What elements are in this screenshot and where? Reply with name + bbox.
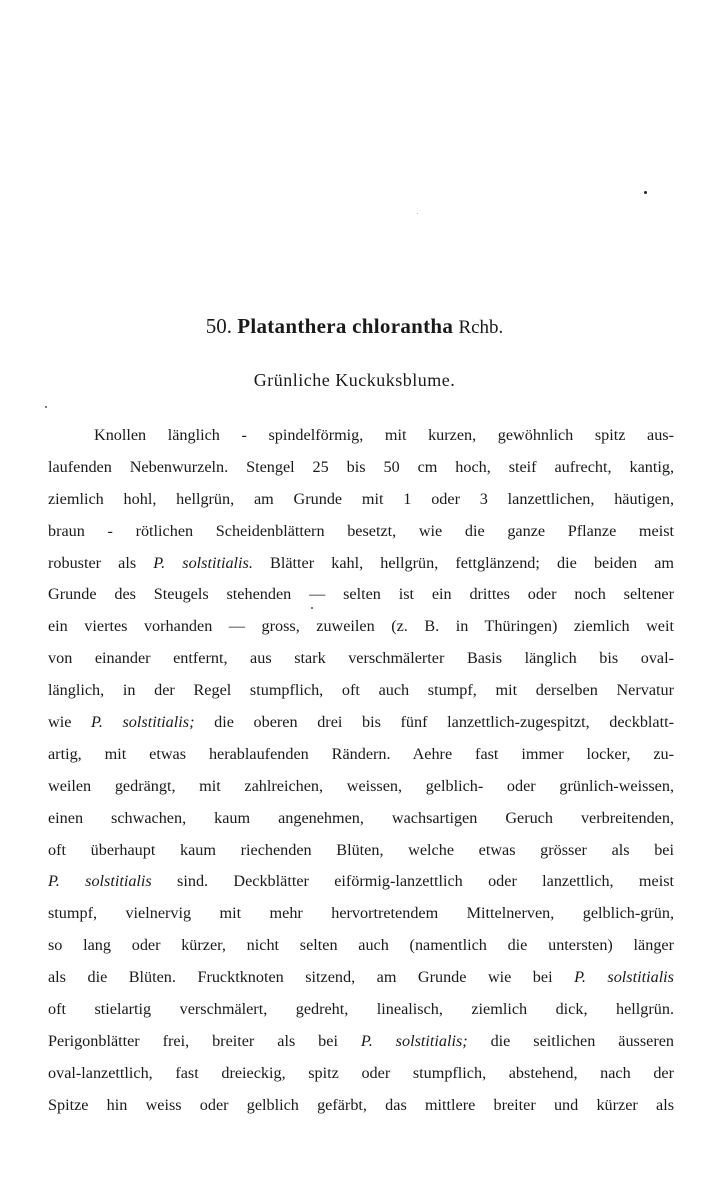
text-run: die oberen drei bis fünf lanzettlich-zugespitzt, deckblatt- bbox=[194, 713, 674, 732]
text-run: stumpf, vielnervig mit mehr hervortretendem Mittelnerven, gelblich-grün, bbox=[48, 904, 674, 923]
ink-speck bbox=[644, 191, 647, 194]
ink-speck bbox=[45, 406, 47, 408]
text-run: Perigonblätter frei, breiter als bei bbox=[48, 1031, 361, 1050]
text-line bbox=[48, 930, 674, 962]
species-reference: P. solstitialis; bbox=[91, 713, 195, 732]
text-line bbox=[48, 516, 674, 548]
text-line bbox=[48, 1026, 674, 1058]
common-name: Grünliche Kuckuksblume. bbox=[253, 370, 456, 390]
text-run: von einander entfernt, aus stark verschmälerter Basis länglich bis oval- bbox=[48, 649, 674, 668]
text-line bbox=[48, 739, 674, 771]
text-run: Grunde des Steugels stehenden — selten ist ein drittes oder noch seltener bbox=[48, 585, 674, 604]
species-heading bbox=[0, 312, 709, 342]
text-line bbox=[48, 484, 674, 516]
species-reference: P. solstitialis bbox=[574, 968, 674, 987]
text-run: ein viertes vorhanden — gross, zuweilen (z. B. in Thüringen) ziemlich weit bbox=[48, 617, 674, 636]
text-line bbox=[48, 643, 674, 675]
text-line bbox=[48, 611, 674, 643]
text-line bbox=[48, 579, 674, 611]
species-author: Rchb. bbox=[458, 317, 504, 338]
text-run: sind. Deckblätter eiförmig-lanzettlich oder lanzettlich, meist bbox=[151, 872, 674, 891]
text-line bbox=[48, 866, 674, 898]
text-line bbox=[48, 962, 674, 994]
text-line bbox=[48, 707, 674, 739]
text-run: wie bbox=[48, 713, 92, 732]
text-line bbox=[48, 898, 674, 930]
species-reference: P. solstitialis; bbox=[360, 1031, 468, 1050]
text-run: oval-lanzettlich, fast dreieckig, spitz oder stumpflich, abstehend, nach der bbox=[48, 1063, 674, 1082]
species-reference: P. solstitialis bbox=[48, 872, 152, 891]
text-run: einen schwachen, kaum angenehmen, wachsartigen Geruch verbreitenden, bbox=[48, 808, 674, 827]
text-line bbox=[48, 803, 674, 835]
text-line bbox=[48, 675, 674, 707]
text-run: oft stielartig verschmälert, gedreht, linealisch, ziemlich dick, hellgrün. bbox=[48, 1000, 674, 1019]
text-run: Blätter kahl, hellgrün, fettglänzend; die beiden am bbox=[252, 553, 674, 572]
ink-speck bbox=[417, 213, 418, 214]
text-run: oft überhaupt kaum riechenden Blüten, welche etwas grösser als bei bbox=[48, 840, 674, 859]
text-run: weilen gedrängt, mit zahlreichen, weissen, gelblich- oder grünlich-weissen, bbox=[48, 776, 674, 795]
text-run: robuster als bbox=[48, 553, 154, 572]
text-line bbox=[48, 420, 674, 452]
text-line bbox=[48, 1058, 674, 1090]
text-run: laufenden Nebenwurzeln. Stengel 25 bis 50 cm hoch, steif aufrecht, kantig, bbox=[48, 457, 674, 476]
text-run: als die Blüten. Frucktknoten sitzend, am Grunde wie bei bbox=[48, 968, 575, 987]
text-run: Spitze hin weiss oder gelblich gefärbt, das mittlere breiter und kürzer als bbox=[48, 1095, 674, 1114]
text-run: braun - rötlichen Scheidenblättern besetzt, wie die ganze Pflanze meist bbox=[48, 521, 674, 540]
species-name: Platanthera chlorantha bbox=[237, 314, 454, 338]
text-run: Knollen länglich - spindelförmig, mit kurzen, gewöhnlich spitz aus- bbox=[94, 426, 674, 444]
text-line bbox=[48, 452, 674, 484]
text-line bbox=[48, 1090, 674, 1122]
text-run: länglich, in der Regel stumpflich, oft auch stumpf, mit derselben Nervatur bbox=[48, 681, 674, 700]
text-line bbox=[48, 835, 674, 867]
text-line bbox=[48, 994, 674, 1026]
text-line bbox=[48, 548, 674, 580]
text-run: ziemlich hohl, hellgrün, am Grunde mit 1 oder 3 lanzettlichen, häutigen, bbox=[48, 489, 674, 508]
description-paragraph bbox=[48, 420, 674, 1122]
text-run: so lang oder kürzer, nicht selten auch (namentlich die untersten) länger bbox=[48, 936, 674, 955]
text-run: artig, mit etwas herablaufenden Rändern. Aehre fast immer locker, zu- bbox=[48, 744, 674, 763]
species-number: 50. bbox=[205, 314, 232, 338]
text-run: die seitlichen äusseren bbox=[467, 1031, 674, 1050]
text-line bbox=[48, 771, 674, 803]
species-reference: P. solstitialis. bbox=[153, 553, 253, 572]
